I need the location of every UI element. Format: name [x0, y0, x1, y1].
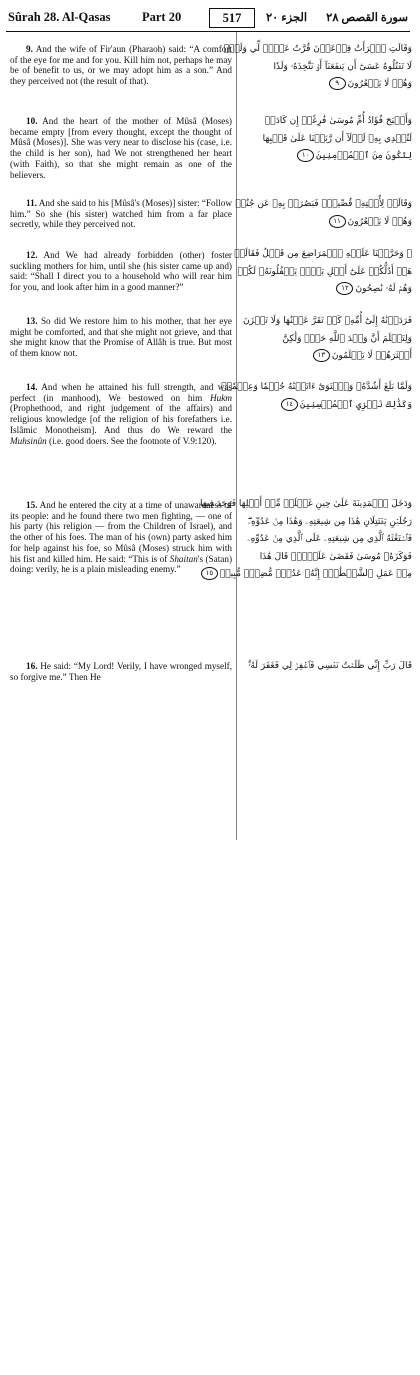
verse-end-marker: ١٣: [313, 349, 330, 362]
verse-14-english: [10, 382, 232, 446]
arabic-text: وَهُمۡ لَا يَشۡعُرُونَ: [347, 79, 412, 89]
verse-end-marker: ١٤: [281, 398, 298, 411]
arabic-line: وَلَمَّا بَلَغَ أَشُدَّهُۥ وَٱسۡتَوَىٰٓ ءَاتَيۡنَٰهُ حُكۡمٗا وَعِلۡمٗاۚ: [221, 382, 412, 392]
verse-11-arabic: [235, 196, 412, 231]
verse-text: And the heart of the mother of Mûsâ (Moses) became empty [from every thought, except the thought of Mûsâ (Moses)]. She was very near to disclose his (case, i.e. the child is her son), had We not strengthened her heart (with Faith), so that she might remain as one of the believers.: [10, 116, 232, 180]
arabic-line: [240, 76, 412, 94]
verse-text: (Prophethood, and right judgement of the affairs) and religious knowledge [of the religion of his forefathers i.e. Islâmic Monotheism]. And thus do We reward the: [10, 403, 232, 435]
verse-text: 's (Satan) doing: verily, he is a plain misleading enemy.”: [10, 553, 232, 575]
verse-text: And he entered the city at a time of unawareness of its people: and he found there two men fighting, — one of his party (his religion — from the Children of Israel), and the other of his foes. The man of his (own) party asked him for help against his foe, so Mûsâ (Moses) struck him with his fist and killed him. He said: “This is of: [10, 500, 232, 564]
verse-10-english: [10, 116, 232, 180]
italic-term: Hukm: [210, 392, 232, 403]
arabic-line: وَقَالَتِ ٱمۡرَأَتُ فِرۡعَوۡنَ قُرَّتُ عَيۡنٖ لِّي وَلَكَۖ: [223, 44, 412, 54]
italic-term: Shaitan: [169, 553, 198, 564]
verse-13-arabic: [240, 313, 412, 366]
arabic-text: وَهُمۡ لَهُۥ نَٰصِحُونَ: [355, 284, 412, 294]
arabic-line: ۞ وَحَرَّمۡنَا عَلَيۡهِ ٱلۡمَرَاضِعَ مِن قَبۡلُ فَقَالَتۡ: [234, 249, 412, 259]
arabic-line: وَأَصۡبَحَ فُؤَادُ أُمِّ مُوسَىٰ فَٰرِغًاۖ إِن كَادَتۡ: [264, 116, 412, 126]
verse-text: And We had already forbidden (other) foster suckling mothers for him, until she (his sister came up and) said: “Shall I direct you to a household who will rear him for you, and look after him in a good manner?”: [10, 250, 232, 293]
verse-16-english: [10, 661, 232, 682]
arabic-line: [205, 566, 412, 584]
verse-text: So did We restore him to his mother, that her eye might be comforted, and that she might not grieve, and that she might know that the Promise of Allâh is true. But most of them know not.: [10, 316, 232, 359]
verse-15-english: [10, 500, 232, 575]
arabic-line: [240, 348, 412, 366]
part-label: Part 20: [142, 10, 182, 24]
verse-end-marker: ١٥: [201, 567, 218, 580]
surah-title-arabic: سورة القصص ٢٨: [326, 12, 408, 24]
juz-label-arabic: الجزء ٢٠: [266, 12, 308, 24]
arabic-line: فَوَكَزَهُۥ مُوسَىٰ فَقَضَىٰ عَلَيۡهِۖ قَالَ هَٰذَا: [259, 551, 412, 562]
verse-16-arabic: [240, 658, 412, 676]
verse-text: (i.e. good doers. See the footnote of V.9:120).: [46, 435, 217, 446]
verse-number: 10.: [26, 116, 38, 126]
header-rule: [6, 31, 410, 32]
arabic-text: مِنۡ عَمَلِ ٱلشَّيۡطَٰنِۖ إِنَّهُۥ عَدُوّٞ مُّضِلّٞ مُّبِينٞ: [219, 569, 412, 579]
arabic-line: [240, 397, 412, 415]
arabic-line: رَجُلَيۡنِ يَقۡتَتِلَانِ هَٰذَا مِن شِيعَتِهِۦ وَهَٰذَا مِنۡ عَدُوِّهِۦۖ: [247, 516, 412, 527]
verse-13-english: [10, 316, 232, 359]
page-number: 517: [209, 8, 255, 28]
arabic-line: [240, 148, 412, 166]
verse-number: 9.: [26, 44, 33, 54]
verse-text: And she said to his [Mûsâ's (Moses)] sister: “Follow him.” So she (his sister) watched him from a far place secretly, while they perceived not.: [10, 198, 232, 230]
verse-11-english: [10, 198, 232, 230]
verse-9-arabic: [223, 41, 412, 94]
arabic-line: [240, 214, 412, 232]
arabic-line: قَالَ رَبِّ إِنِّي ظَلَمۡتُ نَفۡسِي فَٱغۡفِرۡ لِي فَغَفَرَ لَهُۥٓۚ: [248, 661, 412, 671]
arabic-line: فَٱسۡتَغَٰثَهُ ٱلَّذِي مِن شِيعَتِهِۦ عَلَى ٱلَّذِي مِنۡ عَدُوِّهِۦ: [247, 534, 412, 544]
verse-number: 16.: [26, 661, 38, 671]
arabic-text: وَهُمۡ لَا يَشۡعُرُونَ: [347, 216, 412, 227]
verse-number: 15.: [26, 500, 38, 510]
arabic-line: وَدَخَلَ ٱلۡمَدِينَةَ عَلَىٰ حِينِ غَفۡلَةٖ مِّنۡ أَهۡلِهَا فَوَجَدَ فِيهَا: [199, 499, 412, 509]
surah-title: Sûrah 28. Al-Qasas: [8, 10, 111, 24]
verse-number: 13.: [26, 316, 38, 326]
arabic-line: فَرَدَدۡنَٰهُ إِلَىٰٓ أُمِّهِۦ كَيۡ تَقَرَّ عَيۡنُهَا وَلَا تَحۡزَنَ: [243, 316, 412, 326]
verse-12-english: [10, 250, 232, 293]
column-divider: [236, 32, 237, 840]
italic-term: Muhsinûn: [10, 435, 47, 446]
verse-end-marker: ١١: [329, 215, 346, 228]
arabic-line: لَا تَقۡتُلُوهُ عَسَىٰٓ أَن يَنفَعَنَآ أَوۡ نَتَّخِذَهُۥ وَلَدٗا: [273, 61, 412, 72]
arabic-text: لِتَكُونَ مِنَ ٱلۡمُؤۡمِنِينَ: [316, 151, 412, 161]
arabic-line: [240, 281, 412, 299]
verse-10-arabic: [240, 113, 412, 166]
verse-end-marker: ١٠: [297, 149, 314, 162]
verse-text: And the wife of Fir'aun (Pharaoh) said: “A comfort of the eye for me and for you. Kill him not, perhaps he may be of benefit to us, or we may adopt him as a son.” And they perceived not (the result of that).: [10, 44, 232, 87]
page-header: [6, 8, 410, 28]
arabic-line: لَتُبۡدِي بِهِۦ لَوۡلَآ أَن رَّبَطۡنَا عَلَىٰ قَلۡبِهَا: [262, 133, 412, 144]
verse-text: And when he attained his full strength, and was perfect (in manhood), We bestowed on him: [10, 382, 233, 403]
verse-12-arabic: [234, 246, 412, 299]
arabic-text: أَكۡثَرَهُمۡ لَا يَعۡلَمُونَ: [331, 351, 412, 361]
verse-end-marker: ١٢: [336, 282, 353, 295]
verse-number: 11.: [26, 198, 37, 208]
verse-number: 12.: [26, 250, 38, 260]
arabic-line: وَقَالَتۡ لِأُخۡتِهِۦ قُصِّيهِۖ فَبَصُرَتۡ بِهِۦ عَن جُنُبٖ: [235, 199, 412, 209]
verse-end-marker: ٩: [329, 77, 346, 90]
arabic-line: هَلۡ أَدُلُّكُمۡ عَلَىٰٓ أَهۡلِ بَيۡتٖ يَكۡفُلُونَهُۥ لَكُمۡ: [237, 266, 412, 277]
arabic-text: وَكَذَٰلِكَ نَجۡزِي ٱلۡمُحۡسِنِينَ: [300, 399, 412, 410]
verse-9-english: [10, 44, 232, 87]
verse-text: He said: “My Lord! Verily, I have wronged myself, so forgive me.” Then He: [10, 661, 232, 682]
verse-number: 14.: [26, 382, 38, 392]
arabic-line: وَلِتَعۡلَمَ أَنَّ وَعۡدَ ٱللَّهِ حَقّٞ وَلَٰكِنَّ: [282, 333, 412, 344]
verse-15-arabic: [199, 496, 412, 584]
